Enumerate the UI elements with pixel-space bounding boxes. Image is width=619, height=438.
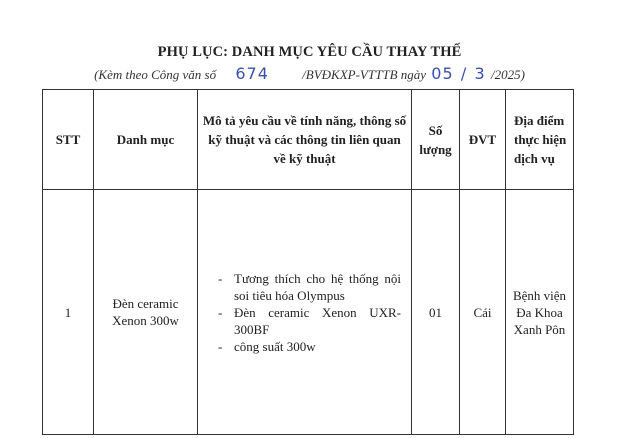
subtitle-prefix: (Kèm theo Công văn số [94, 67, 217, 82]
table-row [43, 190, 574, 435]
date-separator: / [460, 64, 468, 83]
cell-stt: 1 [43, 190, 94, 435]
cell-mo-ta [198, 190, 412, 435]
document-title: PHỤ LỤC: DANH MỤC YÊU CẦU THAY THẾ [157, 44, 462, 60]
spec-list [218, 270, 401, 355]
table-header-row [43, 90, 574, 190]
handwritten-document-number: 674 [235, 64, 269, 83]
spec-item: - Tương thích cho hệ thống nội soi tiêu hóa Olympus [218, 270, 401, 304]
handwritten-day: 05 [431, 64, 454, 83]
header-dia-diem: Địa điểm thực hiện dịch vụ [506, 90, 574, 190]
handwritten-month: 3 [474, 64, 486, 83]
cell-danh-muc: Đèn ceramic Xenon 300w [94, 190, 198, 435]
spec-item: - công suất 300w [218, 338, 401, 355]
spec-item: - Đèn ceramic Xenon UXR-300BF [218, 304, 401, 338]
requirements-table [42, 89, 574, 435]
cell-dvt: Cái [460, 190, 506, 435]
header-stt: STT [43, 90, 94, 190]
header-mo-ta: Mô tả yêu cầu về tính năng, thông số kỹ thuật và các thông tin liên quan về kỹ thuật [198, 90, 412, 190]
header-danh-muc: Danh mục [94, 90, 198, 190]
header-dvt: ĐVT [460, 90, 506, 190]
subtitle-suffix: /2025) [490, 67, 525, 82]
cell-dia-diem: Bệnh viện Đa Khoa Xanh Pôn [506, 190, 574, 435]
header-so-luong: Số lượng [412, 90, 460, 190]
document-subtitle [0, 64, 619, 83]
subtitle-middle: /BVĐKXP-VTTTB ngày [302, 67, 427, 82]
cell-so-luong: 01 [412, 190, 460, 435]
